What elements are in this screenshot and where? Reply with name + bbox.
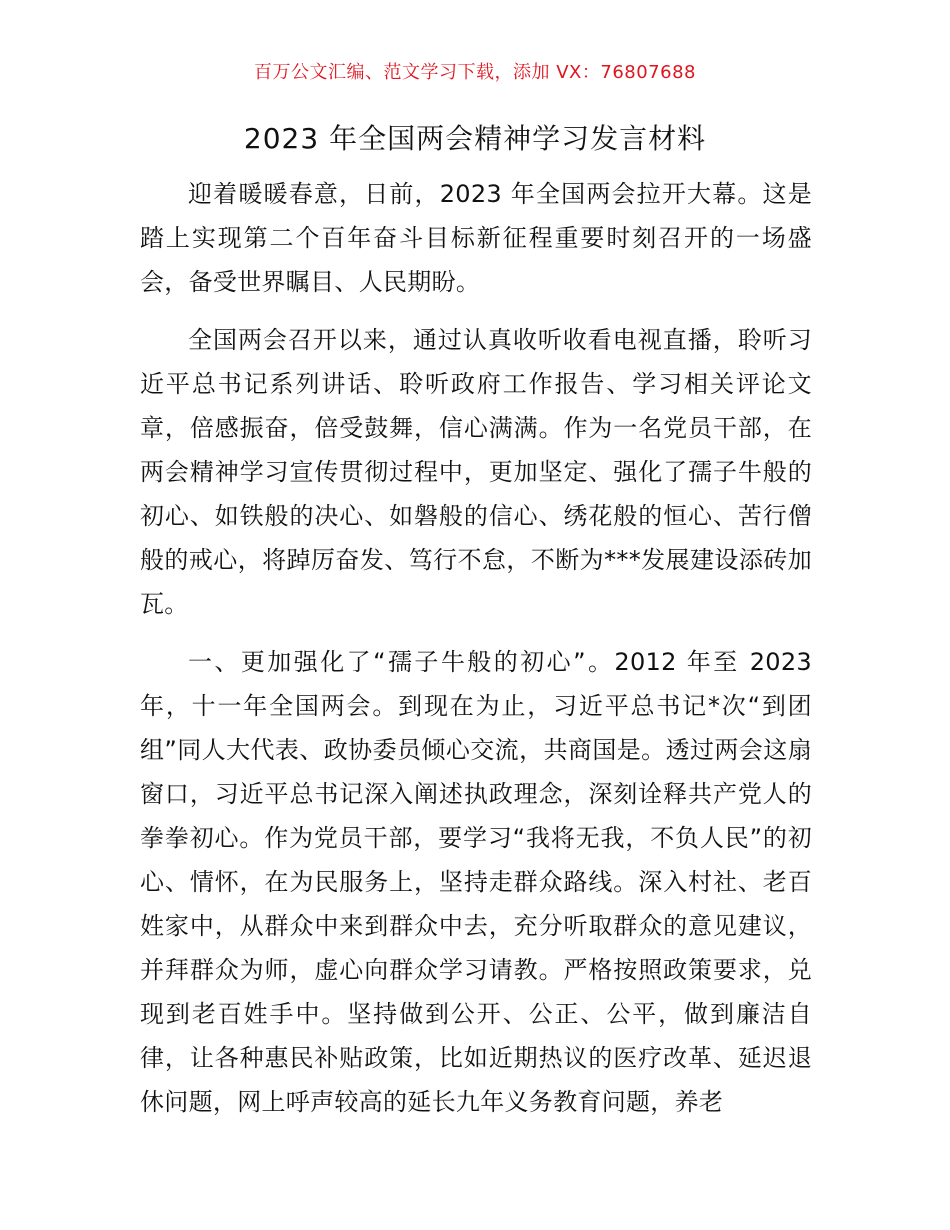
paragraph-section-one: 一、更加强化了“孺子牛般的初心”。2012 年至 2023 年，十一年全国两会。到现在为止，习近平总书记*次“到团组”同人大代表、政协委员倾心交流，共商国是。透过两会这扇窗口，习近平总书记深入阐述执政理念，深刻诠释共产党人的拳拳初心。作为党员干部，要学习“我将无我，不负人民”的初心、情怀，在为民服务上，坚持走群众路线。深入村社、老百姓家中，从群众中来到群众中去，充分听取群众的意见建议，并拜群众为师，虚心向群众学习请教。严格按照政策要求，兑现到老百姓手中。坚持做到公开、公正、公平，做到廉洁自律，让各种惠民补贴政策，比如近期热议的医疗改革、延迟退休问题，网上呼声较高的延长九年义务教育问题，养老 <box>140 648 812 1116</box>
paragraph-intro: 迎着暖暖春意，日前，2023 年全国两会拉开大幕。这是踏上实现第二个百年奋斗目标新征程重要时刻召开的一场盛会，备受世界瞩目、人民期盼。 <box>140 180 812 296</box>
document-body <box>140 172 812 1138</box>
document-title: 2023 年全国两会精神学习发言材料 <box>243 122 707 155</box>
paragraph-summary: 全国两会召开以来，通过认真收听收看电视直播，聆听习近平总书记系列讲话、聆听政府工作报告、学习相关评论文章，倍感振奋，倍受鼓舞，信心满满。作为一名党员干部，在两会精神学习宣传贯彻过程中，更加坚定、强化了孺子牛般的初心、如铁般的决心、如磐般的信心、绣花般的恒心、苦行僧般的戒心，将踔厉奋发、笃行不怠，不断为***发展建设添砖加瓦。 <box>140 326 812 618</box>
watermark-header: 百万公文汇编、范文学习下载，添加 VX：76807688 <box>254 62 696 83</box>
